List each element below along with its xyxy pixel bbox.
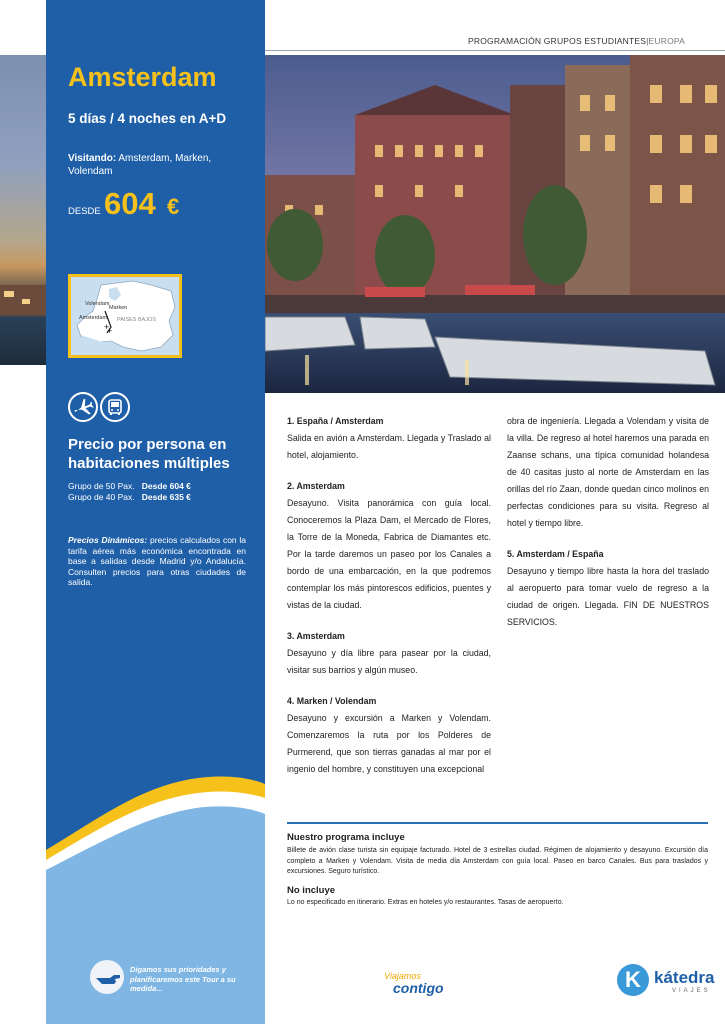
brand-subtitle: VIAJES — [672, 988, 711, 994]
brand-logo-icon — [617, 964, 649, 996]
route-map — [68, 274, 182, 358]
day-4-text-part-2: obra de ingeniería. Llegada a Volendam y visita de la villa. De regreso al hotel haremos una parada en Zaanse schans, una típica comunidad holandesa de 40 casitas justo al norte de Amsterdam en las orillas del río Zaan, donde quedan cinco molinos en perfectas condiciones para su visita. Regreso al hotel y tiempo libre. — [507, 416, 709, 528]
visiting-label: Visitando: — [68, 153, 117, 164]
price-per-person-title: Precio por persona en habitaciones múltiples — [68, 436, 230, 472]
group-prices — [68, 481, 263, 502]
bus-icon — [100, 392, 130, 422]
group-price-row: Grupo de 40 Pax. Desde 635 € — [68, 491, 191, 502]
map-label-country: PAISES BAJOS — [117, 317, 157, 323]
dynamic-prices-text: precios calculados con la tarifa aérea más económica encontrada en base a salidas desde Madrid y/o Andalucía. Consulten precios para otras ciudades de salida. — [68, 535, 246, 587]
map-label-amsterdam: Amsterdam — [79, 315, 108, 321]
map-label-volendam: Volendam — [85, 301, 110, 307]
header-rule — [265, 50, 725, 51]
included-rule — [287, 822, 708, 824]
trip-duration: 5 días / 4 noches en A+D — [68, 111, 227, 126]
not-included-text: Lo no especificado en itinerario. Extras en hoteles y/o restaurantes. Tasas de aeropuerto. — [287, 899, 564, 906]
header-program: PROGRAMACIÓN GRUPOS ESTUDIANTES — [468, 36, 647, 46]
not-included-title: No incluye — [287, 885, 336, 896]
day-2-text: Desayuno. Visita panorámica con guía local. Conoceremos la Plaza Dam, el Mercado de Flores, la Torre de la Moneda, Fabrica de Diamantes etc. Por la tarde daremos un paseo por los Canales a bordo de una embarcación, en la que podremos contemplar los más pintorescos edificios, puentes y vistas de la ciudad. — [287, 498, 491, 610]
day-4-text-part-1: Desayuno y excursión a Marken y Volendam. Comenzaremos la ruta por los Polderes de Purmerend, que son tierras ganadas al mar por el ingenio del hombre, y constituyen una excepcional — [287, 713, 491, 774]
pointing-hand-icon — [90, 960, 124, 994]
brand-name: kátedra — [654, 968, 715, 987]
day-1-title: 1. España / Amsterdam — [287, 416, 384, 426]
header-region: EUROPA — [648, 36, 685, 46]
sidebar-slogan: Digamos sus prioridades y planificaremos este Tour a su medida... — [130, 965, 236, 993]
svg-text:+: + — [104, 322, 110, 332]
tagline-bottom: contigo — [393, 980, 444, 996]
dynamic-prices-note — [68, 535, 246, 588]
destination-title: Amsterdam — [68, 62, 217, 92]
page-header — [468, 36, 685, 46]
included-text: Billete de avión clase turista sin equipaje facturado. Hotel de 3 estrellas ciudad. Régimen de alojamiento y desayuno. Excursión día completo a Marken y Volendam. Visita de media día Amsterdam con guía local. Paseo en barco Canales. Bus para traslados y excursiones. Seguro turístico. — [287, 847, 708, 875]
price-prefix: DESDE — [68, 206, 101, 217]
day-3-title: 3. Amsterdam — [287, 631, 345, 641]
left-photo-strip — [0, 55, 46, 365]
map-label-marken: Marken — [109, 305, 128, 311]
itinerary-column-2 — [507, 413, 709, 631]
sidebar — [46, 0, 265, 1024]
visiting-info — [68, 152, 258, 178]
price-currency: € — [167, 194, 180, 219]
day-5-text: Desayuno y tiempo libre hasta la hora del traslado al aeropuerto para tomar vuelo de regreso a la ciudad de origen. Llegada. FIN DE NUESTROS SERVICIOS. — [507, 566, 709, 627]
svg-text:+: + — [107, 326, 113, 336]
price-value: 604 — [104, 186, 156, 221]
amsterdam-canal-photo — [265, 55, 725, 393]
brand-logo-letter: K — [625, 967, 641, 992]
included-title: Nuestro programa incluye — [287, 832, 405, 843]
itinerary-column-1 — [287, 413, 491, 778]
header-separator: | — [646, 36, 649, 46]
day-3-text: Desayuno y día libre para pasear por la ciudad, visitar sus barrios y algún museo. — [287, 648, 491, 675]
tagline-top: Viajamos — [384, 971, 421, 981]
plane-icon — [68, 392, 98, 422]
group-price-row: Grupo de 50 Pax. Desde 604 € — [68, 481, 191, 491]
dynamic-prices-label: Precios Dinámicos: — [68, 535, 148, 545]
day-5-title: 5. Amsterdam / España — [507, 549, 604, 559]
visiting-places: Amsterdam, Marken, Volendam — [68, 153, 212, 177]
day-1-text: Salida en avión a Amsterdam. Llegada y Traslado al hotel, alojamiento. — [287, 433, 491, 460]
day-4-title: 4. Marken / Volendam — [287, 696, 377, 706]
day-2-title: 2. Amsterdam — [287, 481, 345, 491]
